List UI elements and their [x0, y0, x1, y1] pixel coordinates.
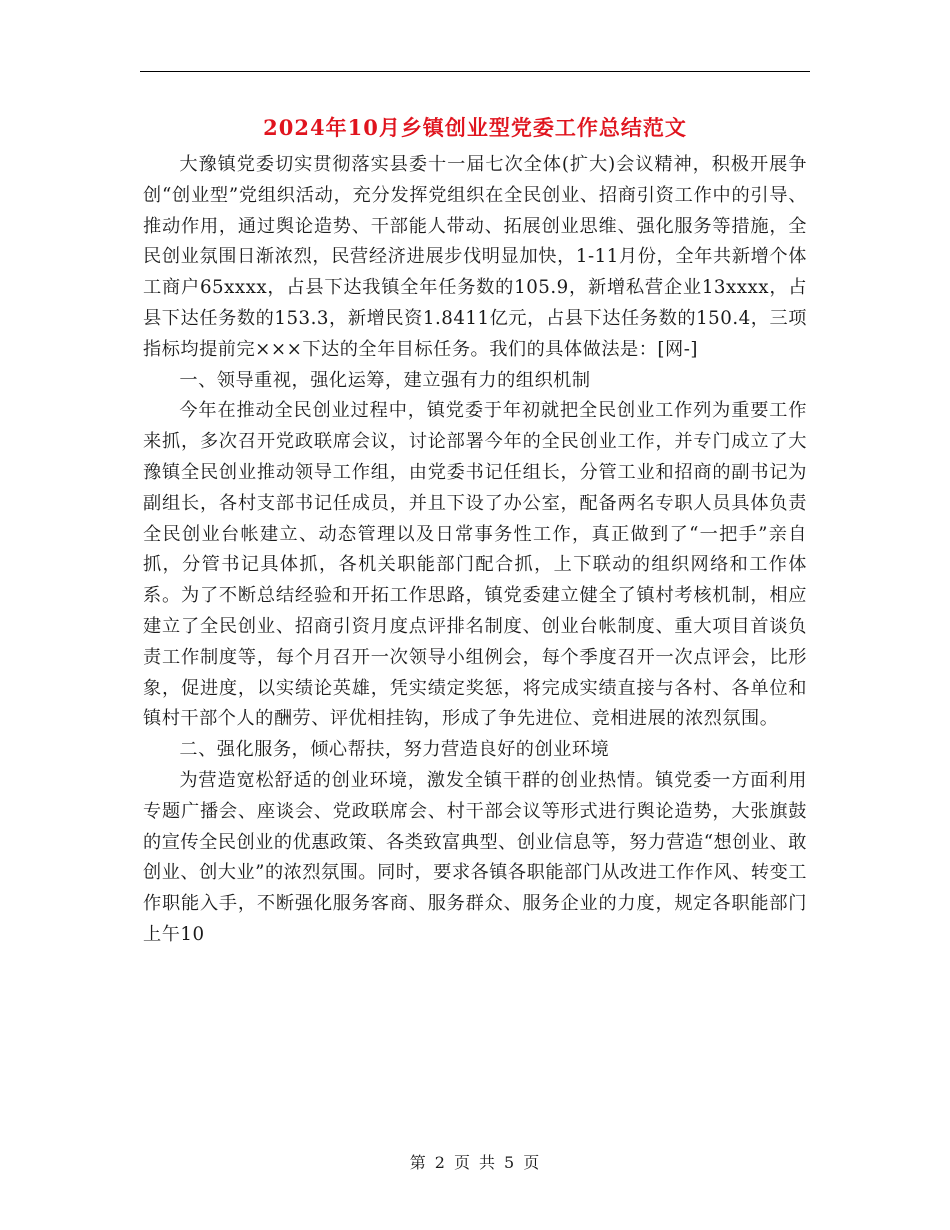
page-total: 5: [504, 1153, 516, 1172]
section-heading-2: 二、强化服务，倾心帮扶，努力营造良好的创业环境: [179, 739, 610, 761]
page-total-unit: 页: [523, 1153, 541, 1172]
page-total-prefix: 共: [479, 1153, 497, 1172]
section-heading-1: 一、领导重视，强化运筹，建立强有力的组织机制: [179, 369, 591, 391]
header-rule: [140, 71, 810, 72]
paragraph-section-1: 今年在推动全民创业过程中，镇党委于年初就把全民创业工作列为重要工作来抓，多次召开党政联席会议，讨论部署今年的全民创业工作，并专门成立了大豫镇全民创业推动领导工作组，由党委书记任组长，分管工业和招商的副书记为副组长，各村支部书记任成员，并且下设了办公室，配备两名专职人员具体负责全民创业台帐建立、动态管理以及日常事务性工作，真正做到了“一把手”亲自抓，分管书记具体抓，各机关职能部门配合抓，上下联动的组织网络和工作体系。为了不断总结经验和开拓工作思路，镇党委建立健全了镇村考核机制，相应建立了全民创业、招商引资月度点评排名制度、创业台帐制度、重大项目首谈负责工作制度等，每个月召开一次领导小组例会，每个季度召开一次点评会，比形象，促进度，以实绩论英雄，凭实绩定奖惩，将完成实绩直接与各村、各单位和镇村干部个人的酬劳、评优相挂钩，形成了争先进位、竞相进展的浓烈氛围。: [143, 400, 807, 730]
page-number-prefix: 第: [409, 1153, 427, 1172]
page-number-current: 2: [434, 1153, 446, 1172]
page-footer: [0, 1152, 950, 1174]
document-body: [143, 150, 807, 951]
page-number-unit: 页: [453, 1153, 471, 1172]
paragraph-intro: 大豫镇党委切实贯彻落实县委十一届七次全体(扩大)会议精神，积极开展争创“创业型”党组织活动，充分发挥党组织在全民创业、招商引资工作中的引导、推动作用，通过舆论造势、干部能人带动、拓展创业思维、强化服务等措施，全民创业氛围日渐浓烈，民营经济进展步伐明显加快，1-11月份，全年共新增个体工商户65xxxx，占县下达我镇全年任务数的105.9，新增私营企业13xxxx，占县下达任务数的153.3，新增民资1.8411亿元，占县下达任务数的150.4，三项指标均提前完×××下达的全年目标任务。我们的具体做法是：[网-]: [143, 154, 807, 360]
document-title: 2024年10月乡镇创业型党委工作总结范文: [263, 115, 687, 140]
paragraph-section-2: 为营造宽松舒适的创业环境，激发全镇干群的创业热情。镇党委一方面利用专题广播会、座谈会、党政联席会、村干部会议等形式进行舆论造势，大张旗鼓的宣传全民创业的优惠政策、各类致富典型、创业信息等，努力营造“想创业、敢创业、创大业”的浓烈氛围。同时，要求各镇各职能部门从改进工作作风、转变工作职能入手，不断强化服务客商、服务群众、服务企业的力度，规定各职能部门上午10: [143, 769, 807, 945]
